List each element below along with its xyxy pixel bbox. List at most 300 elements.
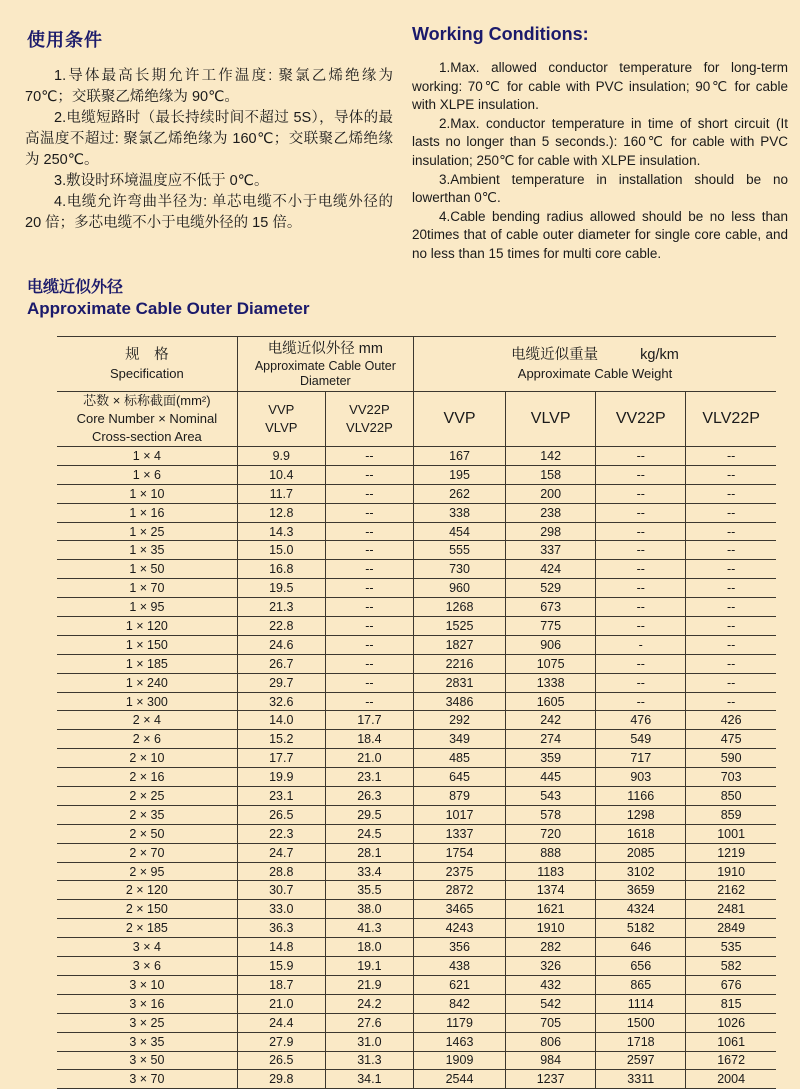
spec-cell: 3 × 35: [57, 1032, 237, 1051]
spec-cell: 2 × 185: [57, 919, 237, 938]
value-cell: 30.7: [237, 881, 325, 900]
value-cell: 1179: [413, 1013, 505, 1032]
value-cell: --: [686, 635, 776, 654]
spec-cell: 2 × 150: [57, 900, 237, 919]
value-cell: 454: [413, 522, 505, 541]
section-title-en: Approximate Cable Outer Diameter: [27, 299, 310, 318]
header-row-columns: [57, 392, 776, 447]
value-cell: 142: [506, 447, 596, 466]
value-cell: --: [686, 522, 776, 541]
value-cell: 730: [413, 560, 505, 579]
value-cell: --: [686, 692, 776, 711]
value-cell: --: [596, 541, 686, 560]
value-cell: 349: [413, 730, 505, 749]
value-cell: 292: [413, 711, 505, 730]
value-cell: 29.7: [237, 673, 325, 692]
diameter-col2-header: [325, 392, 413, 447]
table-row: [57, 1051, 776, 1070]
value-cell: 34.1: [325, 1070, 413, 1089]
spec-cell: 3 × 6: [57, 957, 237, 976]
value-cell: 23.1: [325, 768, 413, 787]
value-cell: 5182: [596, 919, 686, 938]
table-row: [57, 843, 776, 862]
value-cell: 337: [506, 541, 596, 560]
diameter-col2-line2: VLV22P: [346, 420, 393, 435]
value-cell: 14.8: [237, 938, 325, 957]
value-cell: 432: [506, 975, 596, 994]
value-cell: --: [596, 579, 686, 598]
spec-cell: 2 × 16: [57, 768, 237, 787]
section-heading: [27, 274, 309, 319]
value-cell: --: [596, 465, 686, 484]
value-cell: --: [686, 541, 776, 560]
value-cell: 578: [506, 805, 596, 824]
value-cell: 438: [413, 957, 505, 976]
value-cell: --: [596, 673, 686, 692]
value-cell: 29.8: [237, 1070, 325, 1089]
value-cell: 2375: [413, 862, 505, 881]
table-row: [57, 447, 776, 466]
table-row: [57, 522, 776, 541]
spec-cell: 1 × 4: [57, 447, 237, 466]
table-row: [57, 635, 776, 654]
value-cell: 200: [506, 484, 596, 503]
table-row: [57, 768, 776, 787]
value-cell: 842: [413, 994, 505, 1013]
value-cell: 960: [413, 579, 505, 598]
spec-cell: 1 × 95: [57, 598, 237, 617]
value-cell: 621: [413, 975, 505, 994]
value-cell: --: [596, 617, 686, 636]
diameter-col1-header: [237, 392, 325, 447]
spec-cell: 2 × 10: [57, 749, 237, 768]
value-cell: 1075: [506, 654, 596, 673]
value-cell: 24.4: [237, 1013, 325, 1032]
value-cell: 424: [506, 560, 596, 579]
value-cell: 426: [686, 711, 776, 730]
table-row: [57, 1032, 776, 1051]
value-cell: 676: [686, 975, 776, 994]
table-row: [57, 560, 776, 579]
value-cell: --: [596, 692, 686, 711]
table-row: [57, 617, 776, 636]
value-cell: --: [686, 673, 776, 692]
value-cell: --: [686, 447, 776, 466]
spec-subheader-cell: [57, 392, 237, 447]
weight-col3-header: VV22P: [596, 392, 686, 447]
table-body: [57, 447, 776, 1089]
value-cell: 1525: [413, 617, 505, 636]
value-cell: 2085: [596, 843, 686, 862]
working-condition-item-3: 3.Ambient temperature in installation should be no lowerthan 0℃.: [412, 171, 788, 206]
usage-condition-item-1: 1.导体最高长期允许工作温度: 聚氯乙烯绝缘为 70℃；交联聚乙烯绝缘为 90℃。: [25, 68, 393, 105]
usage-condition-item-2: 2.电缆短路时（最长持续时间不超过 5S），导体的最高温度不超过: 聚氯乙烯绝缘为 160℃；交联聚乙烯绝缘为 250℃。: [25, 110, 393, 168]
value-cell: 4243: [413, 919, 505, 938]
table-row: [57, 484, 776, 503]
value-cell: 1910: [686, 862, 776, 881]
value-cell: 2849: [686, 919, 776, 938]
value-cell: 356: [413, 938, 505, 957]
value-cell: 445: [506, 768, 596, 787]
spec-sub-zh: 芯数 × 标称截面(mm²): [83, 393, 211, 408]
value-cell: 1298: [596, 805, 686, 824]
value-cell: 535: [686, 938, 776, 957]
value-cell: --: [686, 654, 776, 673]
value-cell: 2544: [413, 1070, 505, 1089]
value-cell: -: [596, 635, 686, 654]
diameter-col1-line1: VVP: [268, 402, 295, 417]
value-cell: 195: [413, 465, 505, 484]
value-cell: 18.4: [325, 730, 413, 749]
cable-spec-table: [57, 336, 776, 1089]
value-cell: --: [686, 503, 776, 522]
value-cell: 1618: [596, 824, 686, 843]
value-cell: 1026: [686, 1013, 776, 1032]
value-cell: 28.8: [237, 862, 325, 881]
value-cell: 19.9: [237, 768, 325, 787]
value-cell: 242: [506, 711, 596, 730]
value-cell: 359: [506, 749, 596, 768]
value-cell: 1500: [596, 1013, 686, 1032]
table-row: [57, 579, 776, 598]
table-row: [57, 673, 776, 692]
value-cell: --: [686, 579, 776, 598]
value-cell: --: [596, 522, 686, 541]
value-cell: 24.6: [237, 635, 325, 654]
value-cell: 17.7: [237, 749, 325, 768]
value-cell: --: [686, 465, 776, 484]
value-cell: 16.8: [237, 560, 325, 579]
value-cell: 21.0: [325, 749, 413, 768]
value-cell: 3311: [596, 1070, 686, 1089]
value-cell: 1910: [506, 919, 596, 938]
spec-cell: 3 × 16: [57, 994, 237, 1013]
value-cell: 3659: [596, 881, 686, 900]
value-cell: 14.0: [237, 711, 325, 730]
value-cell: 1268: [413, 598, 505, 617]
value-cell: 262: [413, 484, 505, 503]
working-conditions-title: Working Conditions:: [412, 24, 589, 44]
value-cell: 26.3: [325, 787, 413, 806]
value-cell: --: [596, 484, 686, 503]
value-cell: 27.6: [325, 1013, 413, 1032]
working-condition-item-2: 2.Max. conductor temperature in time of short circuit (It lasts no longer than 5 seconds.): 160℃ for cable with PVC insulation; 250℃ for cable with XLPE insulation.: [412, 115, 788, 168]
value-cell: --: [325, 579, 413, 598]
value-cell: 2872: [413, 881, 505, 900]
table-row: [57, 919, 776, 938]
value-cell: 17.7: [325, 711, 413, 730]
value-cell: 485: [413, 749, 505, 768]
usage-conditions-title: 使用条件: [27, 30, 103, 50]
value-cell: --: [325, 673, 413, 692]
spec-cell: 1 × 150: [57, 635, 237, 654]
weight-group-zh: 电缆近似重量: [511, 347, 599, 363]
value-cell: 28.1: [325, 843, 413, 862]
value-cell: 9.9: [237, 447, 325, 466]
value-cell: 703: [686, 768, 776, 787]
value-cell: 2831: [413, 673, 505, 692]
value-cell: 22.8: [237, 617, 325, 636]
value-cell: 2481: [686, 900, 776, 919]
spec-cell: 2 × 70: [57, 843, 237, 862]
value-cell: 1754: [413, 843, 505, 862]
diameter-group-header-cell: [237, 337, 413, 392]
value-cell: 1183: [506, 862, 596, 881]
value-cell: --: [325, 654, 413, 673]
value-cell: 542: [506, 994, 596, 1013]
value-cell: 23.1: [237, 787, 325, 806]
value-cell: 24.5: [325, 824, 413, 843]
value-cell: 35.5: [325, 881, 413, 900]
value-cell: 11.7: [237, 484, 325, 503]
value-cell: --: [325, 503, 413, 522]
value-cell: 645: [413, 768, 505, 787]
spec-cell: 2 × 6: [57, 730, 237, 749]
spec-cell: 3 × 25: [57, 1013, 237, 1032]
value-cell: 590: [686, 749, 776, 768]
value-cell: --: [686, 598, 776, 617]
spec-cell: 2 × 25: [57, 787, 237, 806]
value-cell: 1166: [596, 787, 686, 806]
usage-condition-item-3: 3.敷设时环境温度应不低于 0℃。: [54, 173, 269, 189]
value-cell: 24.2: [325, 994, 413, 1013]
header-row-groups: [57, 337, 776, 392]
value-cell: 1061: [686, 1032, 776, 1051]
weight-group-header-cell: [413, 337, 776, 392]
table-row: [57, 938, 776, 957]
table-row: [57, 654, 776, 673]
spec-cell: 2 × 50: [57, 824, 237, 843]
value-cell: 274: [506, 730, 596, 749]
value-cell: 326: [506, 957, 596, 976]
value-cell: 4324: [596, 900, 686, 919]
value-cell: 10.4: [237, 465, 325, 484]
value-cell: 2216: [413, 654, 505, 673]
working-conditions-section: [412, 24, 788, 264]
value-cell: 338: [413, 503, 505, 522]
value-cell: 18.7: [237, 975, 325, 994]
value-cell: 19.1: [325, 957, 413, 976]
value-cell: 1463: [413, 1032, 505, 1051]
value-cell: 24.7: [237, 843, 325, 862]
value-cell: 31.3: [325, 1051, 413, 1070]
value-cell: 2004: [686, 1070, 776, 1089]
value-cell: 720: [506, 824, 596, 843]
spec-cell: 1 × 6: [57, 465, 237, 484]
value-cell: 33.4: [325, 862, 413, 881]
weight-group-zh-unit: [414, 346, 776, 365]
table-row: [57, 749, 776, 768]
value-cell: 2162: [686, 881, 776, 900]
value-cell: 15.9: [237, 957, 325, 976]
diameter-group-zh: 电缆近似外径 mm: [267, 340, 383, 357]
diameter-group-en: Approximate Cable Outer Diameter: [254, 358, 396, 388]
spec-cell: 2 × 95: [57, 862, 237, 881]
value-cell: 18.0: [325, 938, 413, 957]
table-row: [57, 900, 776, 919]
value-cell: 549: [596, 730, 686, 749]
value-cell: --: [325, 560, 413, 579]
spec-cell: 1 × 16: [57, 503, 237, 522]
value-cell: 3102: [596, 862, 686, 881]
value-cell: 888: [506, 843, 596, 862]
spec-cell: 1 × 10: [57, 484, 237, 503]
table-row: [57, 541, 776, 560]
table-row: [57, 957, 776, 976]
value-cell: 806: [506, 1032, 596, 1051]
value-cell: 15.2: [237, 730, 325, 749]
value-cell: 1718: [596, 1032, 686, 1051]
value-cell: 1605: [506, 692, 596, 711]
value-cell: 1909: [413, 1051, 505, 1070]
spec-cell: 3 × 70: [57, 1070, 237, 1089]
table-header: [57, 337, 776, 447]
value-cell: --: [325, 465, 413, 484]
value-cell: 167: [413, 447, 505, 466]
value-cell: 21.3: [237, 598, 325, 617]
value-cell: 850: [686, 787, 776, 806]
value-cell: 26.5: [237, 805, 325, 824]
value-cell: --: [686, 484, 776, 503]
value-cell: 12.8: [237, 503, 325, 522]
spec-cell: 2 × 4: [57, 711, 237, 730]
value-cell: 158: [506, 465, 596, 484]
value-cell: 32.6: [237, 692, 325, 711]
value-cell: --: [596, 598, 686, 617]
spec-cell: 2 × 35: [57, 805, 237, 824]
spec-cell: 3 × 50: [57, 1051, 237, 1070]
value-cell: 21.0: [237, 994, 325, 1013]
value-cell: 1219: [686, 843, 776, 862]
section-title-zh: 电缆近似外径: [27, 279, 124, 296]
value-cell: 673: [506, 598, 596, 617]
weight-col1-header: VVP: [413, 392, 505, 447]
value-cell: 19.5: [237, 579, 325, 598]
cable-spec-table-wrap: [57, 336, 776, 1089]
value-cell: 1237: [506, 1070, 596, 1089]
table-row: [57, 862, 776, 881]
value-cell: 476: [596, 711, 686, 730]
value-cell: 646: [596, 938, 686, 957]
value-cell: 903: [596, 768, 686, 787]
value-cell: 26.5: [237, 1051, 325, 1070]
value-cell: --: [596, 503, 686, 522]
value-cell: 1672: [686, 1051, 776, 1070]
weight-group-en: Approximate Cable Weight: [517, 366, 673, 381]
spec-header-cell: [57, 337, 237, 392]
value-cell: 555: [413, 541, 505, 560]
value-cell: 1114: [596, 994, 686, 1013]
weight-group-unit: kg/km: [640, 347, 679, 363]
spec-header-en: Specification: [110, 366, 184, 381]
value-cell: --: [596, 560, 686, 579]
value-cell: 1337: [413, 824, 505, 843]
value-cell: 879: [413, 787, 505, 806]
working-condition-item-4: 4.Cable bending radius allowed should be no less than 20times that of cable outer diameter for single core cable, and no less than 15 times for multi core cable.: [412, 208, 788, 261]
table-row: [57, 805, 776, 824]
value-cell: 475: [686, 730, 776, 749]
table-row: [57, 1070, 776, 1089]
value-cell: 859: [686, 805, 776, 824]
table-row: [57, 975, 776, 994]
value-cell: --: [325, 484, 413, 503]
value-cell: 815: [686, 994, 776, 1013]
table-row: [57, 787, 776, 806]
diameter-col2-line1: VV22P: [349, 402, 390, 417]
spec-cell: 1 × 240: [57, 673, 237, 692]
diameter-col1-line2: VLVP: [265, 420, 298, 435]
value-cell: 1374: [506, 881, 596, 900]
weight-col2-header: VLVP: [506, 392, 596, 447]
value-cell: 21.9: [325, 975, 413, 994]
spec-cell: 1 × 185: [57, 654, 237, 673]
spec-cell: 1 × 35: [57, 541, 237, 560]
value-cell: 775: [506, 617, 596, 636]
value-cell: 906: [506, 635, 596, 654]
spec-cell: 1 × 50: [57, 560, 237, 579]
spec-cell: 1 × 25: [57, 522, 237, 541]
table-row: [57, 881, 776, 900]
working-condition-item-1: 1.Max. allowed conductor temperature for long-term working: 70℃ for cable with PVC insulation; 90℃ for cable with XLPE insulation.: [412, 60, 788, 113]
value-cell: 29.5: [325, 805, 413, 824]
value-cell: 865: [596, 975, 686, 994]
weight-col4-header: VLV22P: [686, 392, 776, 447]
table-row: [57, 598, 776, 617]
value-cell: 27.9: [237, 1032, 325, 1051]
value-cell: 22.3: [237, 824, 325, 843]
value-cell: 26.7: [237, 654, 325, 673]
value-cell: 1017: [413, 805, 505, 824]
value-cell: --: [325, 692, 413, 711]
value-cell: 1827: [413, 635, 505, 654]
spec-cell: 1 × 300: [57, 692, 237, 711]
value-cell: --: [596, 654, 686, 673]
value-cell: 33.0: [237, 900, 325, 919]
table-row: [57, 692, 776, 711]
value-cell: --: [596, 447, 686, 466]
value-cell: 41.3: [325, 919, 413, 938]
value-cell: 1001: [686, 824, 776, 843]
spec-cell: 3 × 10: [57, 975, 237, 994]
value-cell: --: [325, 635, 413, 654]
value-cell: --: [686, 560, 776, 579]
spec-header-zh: 规 格: [125, 347, 169, 363]
value-cell: 984: [506, 1051, 596, 1070]
spec-cell: 1 × 120: [57, 617, 237, 636]
value-cell: 656: [596, 957, 686, 976]
table-row: [57, 503, 776, 522]
value-cell: 282: [506, 938, 596, 957]
value-cell: 2597: [596, 1051, 686, 1070]
table-row: [57, 465, 776, 484]
value-cell: --: [325, 522, 413, 541]
value-cell: 3486: [413, 692, 505, 711]
value-cell: 1338: [506, 673, 596, 692]
spec-sub-en2: Cross-section Area: [91, 429, 202, 444]
value-cell: 3465: [413, 900, 505, 919]
table-row: [57, 711, 776, 730]
value-cell: 298: [506, 522, 596, 541]
value-cell: 705: [506, 1013, 596, 1032]
value-cell: --: [325, 598, 413, 617]
value-cell: --: [325, 447, 413, 466]
table-row: [57, 994, 776, 1013]
value-cell: 582: [686, 957, 776, 976]
table-row: [57, 1013, 776, 1032]
value-cell: 14.3: [237, 522, 325, 541]
value-cell: 15.0: [237, 541, 325, 560]
value-cell: 31.0: [325, 1032, 413, 1051]
